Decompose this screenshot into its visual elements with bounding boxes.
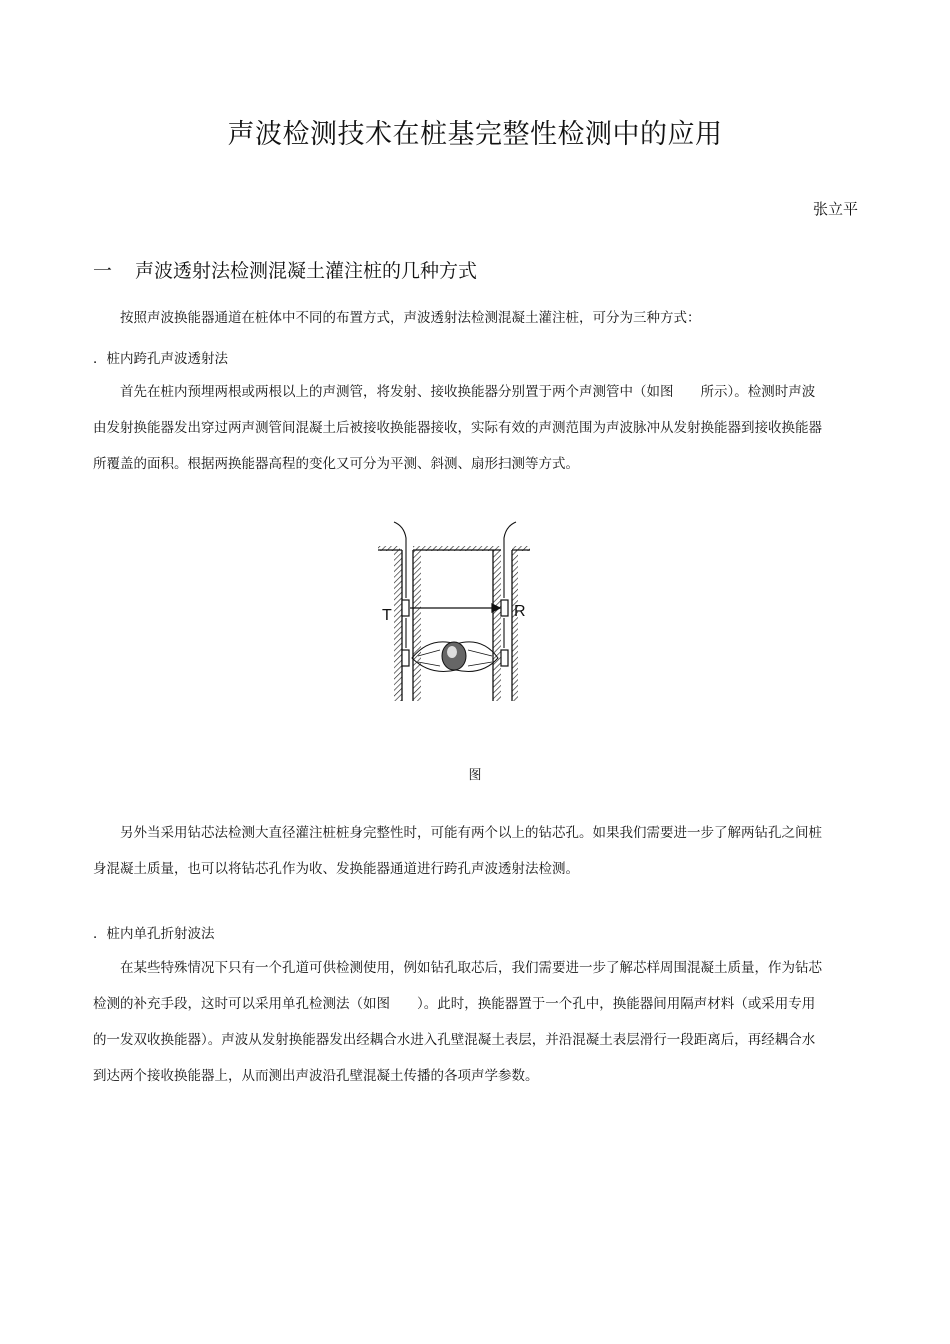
paragraph-line: 身混凝土质量，也可以将钻芯孔作为收、发换能器通道进行跨孔声波透射法检测。 bbox=[93, 861, 579, 877]
crosshole-figure bbox=[370, 516, 530, 706]
receiver-label: R bbox=[514, 603, 526, 620]
paragraph-line: 到达两个接收换能器上，从而测出声波沿孔壁混凝土传播的各项声学参数。 bbox=[93, 1068, 539, 1084]
section-title: 声波透射法检测混凝土灌注桩的几种方式 bbox=[135, 260, 478, 282]
paragraph-line: 首先在桩内预埋两根或两根以上的声测管，将发射、接收换能器分别置于两个声测管中（如图 所示）。检测时声波 bbox=[120, 384, 816, 400]
section-number: 一 bbox=[93, 260, 113, 282]
paragraph-line: 检测的补充手段，这时可以采用单孔检测法（如图 ）。此时，换能器置于一个孔中，换能器间用隔声材料（或采用专用 bbox=[93, 996, 816, 1012]
paragraph-crosshole bbox=[93, 374, 858, 482]
paragraph-line: 的一发双收换能器）。声波从发射换能器发出经耦合水进入孔壁混凝土表层，并沿混凝土表层滑行一段距离后，再经耦合水 bbox=[93, 1032, 816, 1048]
paragraph-singlehole bbox=[93, 950, 858, 1094]
paragraph-line: 由发射换能器发出穿过两声测管间混凝土后被接收换能器接收，实际有效的声测范围为声波脉冲从发射换能器到接收换能器 bbox=[93, 420, 822, 436]
ray-path-arrow bbox=[410, 604, 500, 612]
intro-paragraph: 按照声波换能器通道在桩体中不同的布置方式，声波透射法检测混凝土灌注桩，可分为三种方式： bbox=[120, 310, 701, 326]
paragraph-coring bbox=[93, 815, 858, 887]
subsection-heading-singlehole: ．桩内单孔折射波法 bbox=[93, 926, 215, 942]
ground-hatching bbox=[378, 546, 530, 701]
paragraph-line: 另外当采用钻芯法检测大直径灌注桩桩身完整性时，可能有两个以上的钻芯孔。如果我们需要进一步了解两钻孔之间桩 bbox=[120, 825, 822, 841]
author-name: 张立平 bbox=[812, 200, 858, 218]
defect-diffraction bbox=[412, 642, 498, 672]
figure-caption: 图 bbox=[468, 768, 482, 783]
paragraph-line: 在某些特殊情况下只有一个孔道可供检测使用，例如钻孔取芯后，我们需要进一步了解芯样周围混凝土质量，作为钻芯 bbox=[120, 960, 822, 976]
transmitter-label: T bbox=[382, 607, 392, 624]
document-title: 声波检测技术在桩基完整性检测中的应用 bbox=[227, 119, 723, 150]
paragraph-line: 所覆盖的面积。根据两换能器高程的变化又可分为平测、斜测、扇形扫测等方式。 bbox=[93, 456, 579, 472]
subsection-heading-crosshole: ．桩内跨孔声波透射法 bbox=[93, 351, 228, 367]
section-heading bbox=[93, 256, 477, 283]
